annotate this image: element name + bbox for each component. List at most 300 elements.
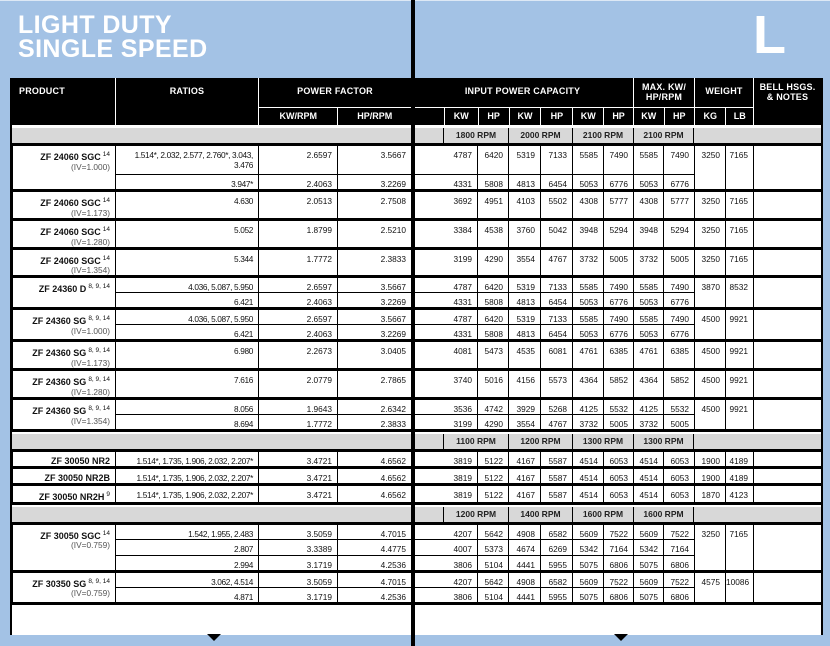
value-cell: 6081 [541, 341, 573, 370]
product-iv-ratio: (IV=1.354) [71, 415, 110, 426]
rpm-band [12, 128, 821, 143]
value-cell: 5587 [541, 467, 573, 484]
value-cell: 4331 [412, 325, 478, 341]
value-cell: 5609 [634, 571, 664, 587]
header-hp-rpm: HP/RPM [337, 108, 411, 125]
value-cell: 4167 [509, 450, 541, 467]
header-bell-line1: BELL HSGS. [759, 82, 816, 92]
value-cell: 5104 [478, 587, 509, 603]
value-cell: 3732 [634, 248, 664, 277]
value-cell: 7490 [664, 277, 695, 293]
ratios-cell: 8.056 [116, 398, 259, 414]
value-cell: 5532 [664, 398, 695, 414]
product-cell [13, 571, 116, 603]
product-name: ZF 30050 NR2 [50, 455, 110, 466]
value-cell: 5294 [604, 219, 634, 248]
weight-kg-cell: 1900 [695, 467, 726, 484]
ratios-cell: 3.947* [116, 175, 259, 191]
product-name: ZF 24360 SG [32, 376, 87, 387]
notes-cell [754, 248, 822, 277]
product-name: ZF 30050 NR2B [44, 472, 110, 483]
value-cell: 4767 [541, 248, 573, 277]
power-factor-hp-cell: 3.5667 [338, 145, 412, 175]
rpm-band-spacer [12, 507, 443, 522]
header-product [12, 78, 115, 125]
value-cell: 7490 [604, 309, 634, 325]
value-cell: 4156 [509, 370, 541, 399]
ratios-cell: 1.542, 1.955, 2.483 [116, 523, 259, 539]
value-cell: 4761 [634, 341, 664, 370]
value-cell: 5122 [478, 450, 509, 467]
value-cell: 4813 [509, 325, 541, 341]
value-cell: 4081 [412, 341, 478, 370]
header-max-hp: HP [664, 108, 695, 125]
page-title-line2: SINGLE SPEED [18, 35, 208, 63]
value-cell: 4761 [573, 341, 604, 370]
value-cell: 4441 [509, 555, 541, 571]
value-cell: 5585 [634, 145, 664, 175]
header-power-factor-subrow [259, 107, 411, 125]
value-cell: 4007 [412, 539, 478, 555]
value-cell: 5852 [604, 370, 634, 399]
ratios-cell: 4.036, 5.087, 5.950 [116, 277, 259, 293]
value-cell: 7133 [541, 277, 573, 293]
power-factor-hp-cell: 4.2536 [338, 587, 412, 603]
power-factor-kw-cell: 2.4063 [259, 293, 338, 309]
product-cell [13, 309, 116, 341]
value-cell: 5075 [634, 587, 664, 603]
header-kw-2: KW [509, 108, 541, 125]
table-header [12, 78, 821, 125]
rpm-band-spacer [12, 128, 443, 143]
value-cell: 3384 [412, 219, 478, 248]
weight-kg-cell: 4500 [695, 309, 726, 341]
value-cell: 6385 [664, 341, 695, 370]
value-cell: 5777 [604, 191, 634, 220]
header-product-label: PRODUCT [19, 86, 65, 96]
product-footnote: 8, 9, 14 [88, 404, 110, 412]
value-cell: 5955 [541, 587, 573, 603]
rpm-band-label: 1300 RPM [633, 434, 694, 449]
rpm-band-label: 1100 RPM [443, 434, 508, 449]
table-section [12, 522, 822, 605]
value-cell: 6269 [541, 539, 573, 555]
value-cell: 5342 [634, 539, 664, 555]
value-cell: 3536 [412, 398, 478, 414]
power-factor-hp-cell: 4.6562 [338, 450, 412, 467]
value-cell: 4364 [634, 370, 664, 399]
value-cell: 5319 [509, 145, 541, 175]
product-footnote: 14 [102, 529, 110, 537]
value-cell: 6776 [664, 325, 695, 341]
header-bell-line2: & NOTES [766, 91, 809, 102]
value-cell: 5808 [478, 293, 509, 309]
value-cell: 5777 [664, 191, 695, 220]
value-cell: 6420 [478, 145, 509, 175]
table-row [13, 523, 822, 539]
weight-lb-cell: 9921 [726, 309, 754, 341]
value-cell: 6454 [541, 325, 573, 341]
down-triangle-icon [207, 634, 221, 641]
ratios-cell: 3.062, 4.514 [116, 571, 259, 587]
table-row [13, 398, 822, 414]
header-weight [694, 78, 753, 125]
power-factor-kw-cell: 1.7772 [259, 248, 338, 277]
header-hp-2: HP [540, 108, 572, 125]
power-factor-kw-cell: 1.7772 [259, 414, 338, 430]
product-name: ZF 24360 SG [32, 348, 87, 359]
notes-cell [754, 145, 822, 191]
power-factor-hp-cell: 3.2269 [338, 325, 412, 341]
power-factor-kw-cell: 2.2673 [259, 341, 338, 370]
weight-lb-cell: 7165 [726, 523, 754, 571]
value-cell: 5268 [541, 398, 573, 414]
value-cell: 7133 [541, 145, 573, 175]
power-factor-hp-cell: 4.4775 [338, 539, 412, 555]
product-cell [13, 145, 116, 191]
value-cell: 5294 [664, 219, 695, 248]
header-max-kw: KW [641, 111, 657, 121]
product-footnote: 14 [102, 254, 110, 262]
value-cell: 4364 [573, 370, 604, 399]
product-cell [13, 467, 116, 484]
ratios-cell: 1.514*, 1.735, 1.906, 2.032, 2.207* [116, 467, 259, 484]
rpm-band-label: 2100 RPM [633, 128, 694, 143]
value-cell: 3819 [412, 467, 478, 484]
product-cell [13, 341, 116, 370]
value-cell: 3806 [412, 555, 478, 571]
table-body [12, 128, 821, 605]
value-cell: 4167 [509, 484, 541, 503]
value-cell: 3806 [412, 587, 478, 603]
value-cell: 4813 [509, 175, 541, 191]
value-cell: 5852 [664, 370, 695, 399]
rpm-band-rest [694, 128, 821, 143]
value-cell: 7490 [664, 309, 695, 325]
product-name: ZF 24360 D [38, 284, 87, 295]
power-factor-hp-cell: 4.7015 [338, 523, 412, 539]
product-name: ZF 30350 SG [32, 578, 87, 589]
header-weight-subrow [695, 107, 753, 125]
value-cell: 5053 [634, 293, 664, 309]
notes-cell [754, 398, 822, 430]
value-cell: 3732 [573, 248, 604, 277]
product-footnote: 8, 9, 14 [88, 376, 110, 384]
weight-kg-cell: 4500 [695, 341, 726, 370]
value-cell: 3819 [412, 450, 478, 467]
power-factor-kw-cell: 3.5059 [259, 571, 338, 587]
value-cell: 7522 [664, 523, 695, 539]
value-cell: 4908 [509, 571, 541, 587]
product-footnote: 8, 9, 14 [88, 315, 110, 323]
power-factor-hp-cell: 2.5210 [338, 219, 412, 248]
product-iv-ratio: (IV=1.173) [71, 358, 110, 369]
value-cell: 4908 [509, 523, 541, 539]
value-cell: 4514 [634, 467, 664, 484]
value-cell: 6454 [541, 293, 573, 309]
rpm-band-label: 2000 RPM [508, 128, 572, 143]
value-cell: 3948 [573, 219, 604, 248]
product-name: ZF 30050 SGC [40, 530, 101, 541]
value-cell: 4514 [573, 484, 604, 503]
weight-kg-cell: 3250 [695, 248, 726, 277]
notes-cell [754, 467, 822, 484]
product-iv-ratio: (IV=0.759) [71, 588, 110, 599]
notes-cell [754, 484, 822, 503]
power-factor-hp-cell: 3.5667 [338, 309, 412, 325]
rpm-band-rest [694, 507, 821, 522]
product-name: ZF 24060 SGC [40, 226, 101, 237]
value-cell: 4787 [412, 145, 478, 175]
value-cell: 4308 [573, 191, 604, 220]
header-kg: KG [703, 111, 717, 121]
weight-lb-cell: 7165 [726, 191, 754, 220]
value-cell: 4290 [478, 414, 509, 430]
power-factor-kw-cell: 2.6597 [259, 145, 338, 175]
value-cell: 4308 [634, 191, 664, 220]
ratios-cell: 4.630 [116, 191, 259, 220]
product-cell [13, 523, 116, 571]
table-row [13, 484, 822, 503]
product-cell [13, 248, 116, 277]
value-cell: 5609 [634, 523, 664, 539]
value-cell: 4535 [509, 341, 541, 370]
value-cell: 7164 [604, 539, 634, 555]
product-iv-ratio: (IV=1.000) [71, 161, 110, 172]
value-cell: 5005 [664, 248, 695, 277]
value-cell: 6776 [604, 175, 634, 191]
header-hp-3: HP [603, 108, 633, 125]
page-top-edge [0, 0, 830, 1]
value-cell: 5808 [478, 325, 509, 341]
power-factor-kw-cell: 1.9643 [259, 398, 338, 414]
value-cell: 5955 [541, 555, 573, 571]
down-triangle-icon [614, 634, 628, 641]
weight-lb-cell: 10086 [726, 571, 754, 603]
power-factor-hp-cell: 4.6562 [338, 467, 412, 484]
product-iv-ratio: (IV=0.759) [71, 540, 110, 551]
value-cell: 5587 [541, 450, 573, 467]
header-input-power-subrow [412, 107, 633, 125]
weight-lb-cell: 9921 [726, 341, 754, 370]
value-cell: 5005 [664, 414, 695, 430]
header-kw-1: KW [444, 108, 478, 125]
ratios-cell: 6.421 [116, 293, 259, 309]
table-row [13, 219, 822, 248]
value-cell: 6053 [664, 467, 695, 484]
table-row [13, 145, 822, 175]
value-cell: 4514 [573, 467, 604, 484]
value-cell: 4514 [634, 450, 664, 467]
value-cell: 3740 [412, 370, 478, 399]
page-title [18, 13, 208, 61]
rpm-band-label: 1200 RPM [443, 507, 508, 522]
value-cell: 3692 [412, 191, 478, 220]
value-cell: 4290 [478, 248, 509, 277]
header-max-line2: HP/RPM [645, 91, 683, 102]
value-cell: 5075 [634, 555, 664, 571]
value-cell: 4207 [412, 523, 478, 539]
table-section [12, 143, 822, 432]
value-cell: 5005 [604, 414, 634, 430]
product-footnote: 14 [102, 225, 110, 233]
value-cell: 7490 [604, 145, 634, 175]
value-cell: 4441 [509, 587, 541, 603]
weight-kg-cell: 1870 [695, 484, 726, 503]
product-name: ZF 24060 SGC [40, 197, 101, 208]
product-footnote: 9 [106, 490, 110, 498]
header-max-subrow [634, 107, 694, 125]
power-factor-kw-cell: 1.8799 [259, 219, 338, 248]
header-ratios [115, 78, 258, 125]
value-cell: 3554 [509, 414, 541, 430]
rpm-band-spacer [12, 434, 443, 449]
notes-cell [754, 309, 822, 341]
product-cell [13, 450, 116, 467]
weight-kg-cell: 1900 [695, 450, 726, 467]
notes-cell [754, 523, 822, 571]
value-cell: 7164 [664, 539, 695, 555]
value-cell: 6776 [664, 175, 695, 191]
value-cell: 6806 [604, 587, 634, 603]
value-cell: 5005 [604, 248, 634, 277]
value-cell: 6053 [664, 450, 695, 467]
power-factor-hp-cell: 2.3833 [338, 248, 412, 277]
table-row [13, 450, 822, 467]
value-cell: 6053 [664, 484, 695, 503]
ratios-cell: 5.052 [116, 219, 259, 248]
product-footnote: 8, 9, 14 [88, 577, 110, 585]
value-cell: 5122 [478, 467, 509, 484]
value-cell: 5075 [573, 587, 604, 603]
value-cell: 4813 [509, 293, 541, 309]
value-cell: 7133 [541, 309, 573, 325]
ratios-cell: 1.514*, 2.032, 2.577, 2.760*, 3.043, 3.476 [116, 145, 259, 175]
value-cell: 3760 [509, 219, 541, 248]
value-cell: 5053 [573, 175, 604, 191]
notes-cell [754, 277, 822, 309]
value-cell: 5319 [509, 309, 541, 325]
product-cell [13, 398, 116, 430]
value-cell: 5473 [478, 341, 509, 370]
value-cell: 5053 [634, 175, 664, 191]
value-cell: 6582 [541, 523, 573, 539]
value-cell: 3929 [509, 398, 541, 414]
value-cell: 6776 [664, 293, 695, 309]
value-cell: 6776 [604, 325, 634, 341]
value-cell: 4787 [412, 309, 478, 325]
value-cell: 4167 [509, 467, 541, 484]
rpm-band [12, 507, 821, 522]
header-hp-1: HP [478, 108, 509, 125]
value-cell: 3199 [412, 248, 478, 277]
weight-kg-cell: 3870 [695, 277, 726, 309]
product-name: ZF 30050 NR2H [38, 491, 105, 502]
value-cell: 5053 [634, 325, 664, 341]
rpm-band [12, 434, 821, 449]
value-cell: 5585 [634, 309, 664, 325]
power-factor-kw-cell: 2.6597 [259, 309, 338, 325]
weight-kg-cell: 3250 [695, 523, 726, 571]
value-cell: 6053 [604, 467, 634, 484]
value-cell: 6053 [604, 450, 634, 467]
weight-lb-cell: 4189 [726, 467, 754, 484]
power-factor-kw-cell: 2.4063 [259, 175, 338, 191]
product-iv-ratio: (IV=1.000) [71, 326, 110, 337]
value-cell: 4742 [478, 398, 509, 414]
table-row [13, 467, 822, 484]
value-cell: 5104 [478, 555, 509, 571]
table-row [13, 571, 822, 587]
power-factor-kw-cell: 3.3389 [259, 539, 338, 555]
power-factor-hp-cell: 4.7015 [338, 571, 412, 587]
notes-cell [754, 370, 822, 399]
power-factor-kw-cell: 2.0513 [259, 191, 338, 220]
table-row [13, 309, 822, 325]
value-cell: 5609 [573, 571, 604, 587]
catalog-table [10, 78, 823, 635]
product-name: ZF 24060 SGC [40, 151, 101, 162]
ratios-cell: 6.980 [116, 341, 259, 370]
table-row [13, 277, 822, 293]
power-factor-hp-cell: 3.0405 [338, 341, 412, 370]
product-cell [13, 370, 116, 399]
header-ratios-label: RATIOS [169, 86, 205, 96]
value-cell: 6806 [664, 555, 695, 571]
center-divider [411, 0, 415, 646]
header-weight-label: WEIGHT [705, 86, 743, 96]
product-cell [13, 219, 116, 248]
rpm-band-label: 1600 RPM [633, 507, 694, 522]
weight-kg-cell: 4500 [695, 398, 726, 430]
value-cell: 3819 [412, 484, 478, 503]
header-kw-3: KW [572, 108, 603, 125]
value-cell: 7490 [604, 277, 634, 293]
value-cell: 4514 [634, 484, 664, 503]
product-iv-ratio: (IV=1.280) [71, 386, 110, 397]
value-cell: 3948 [634, 219, 664, 248]
value-cell: 5808 [478, 175, 509, 191]
table-row [13, 370, 822, 399]
product-cell [13, 277, 116, 309]
header-power-factor-label: POWER FACTOR [297, 86, 373, 96]
weight-lb-cell: 7165 [726, 145, 754, 191]
power-factor-hp-cell: 4.2536 [338, 555, 412, 571]
weight-lb-cell: 8532 [726, 277, 754, 309]
value-cell: 6806 [664, 587, 695, 603]
ratios-cell: 7.616 [116, 370, 259, 399]
value-cell: 6385 [604, 341, 634, 370]
ratios-cell: 8.694 [116, 414, 259, 430]
value-cell: 6454 [541, 175, 573, 191]
header-max-label [634, 78, 694, 107]
power-factor-kw-cell: 3.1719 [259, 555, 338, 571]
value-cell: 5122 [478, 484, 509, 503]
value-cell: 5502 [541, 191, 573, 220]
product-cell [13, 191, 116, 220]
value-cell: 7490 [664, 145, 695, 175]
value-cell: 5319 [509, 277, 541, 293]
product-footnote: 14 [102, 151, 110, 158]
header-max-line1: MAX. KW/ [641, 82, 687, 92]
value-cell: 3554 [509, 248, 541, 277]
value-cell: 5342 [573, 539, 604, 555]
header-bell-hsgs-notes [753, 78, 821, 125]
value-cell: 4787 [412, 277, 478, 293]
section-letter: L [753, 5, 786, 65]
value-cell: 6420 [478, 309, 509, 325]
rpm-band-label: 1300 RPM [572, 434, 633, 449]
